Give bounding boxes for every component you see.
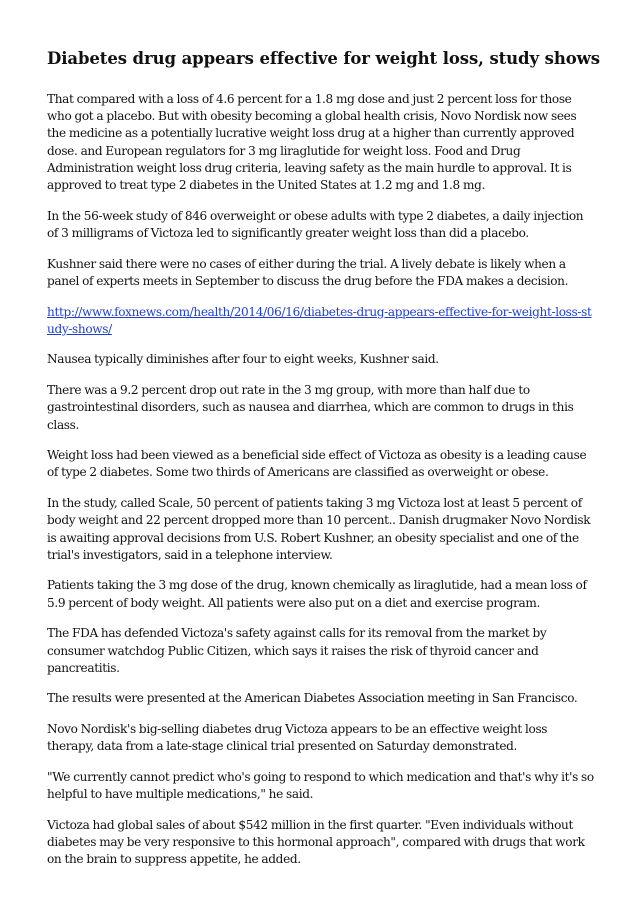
- paragraph-9: Patients taking the 3 mg dose of the drug, known chemically as liraglutide, had a mean loss of 5.9 percent of body weight. All patients were also put on a diet and exercise program.: [47, 578, 587, 610]
- paragraph-13: "We currently cannot predict who's going to respond to which medication and that's why it's so helpful to have multiple medications," he said.: [47, 770, 594, 802]
- paragraph-10: The FDA has defended Victoza's safety against calls for its removal from the market by consumer watchdog Public Citizen, which says it raises the risk of thyroid cancer and pancreatitis.: [47, 626, 547, 675]
- document-page: [47, 48, 600, 882]
- paragraph-8: In the study, called Scale, 50 percent of patients taking 3 mg Victoza lost at least 5 percent of body weight and 22 percent dropped more than 10 percent.. Danish drugmaker Novo Nordisk is awaiting approval decisions from U.S. Robert Kushner, an obesity specialist and one of the trial's investigators, said in a telephone interview.: [47, 496, 591, 562]
- paragraph-7: Weight loss had been viewed as a beneficial side effect of Victoza as obesity is a leading cause of type 2 diabetes. Some two thirds of Americans are classified as overweight or obese.: [47, 448, 587, 480]
- paragraph-5: Nausea typically diminishes after four to eight weeks, Kushner said.: [47, 352, 439, 367]
- paragraph-6: There was a 9.2 percent drop out rate in the 3 mg group, with more than half due to gastrointestinal disorders, such as nausea and diarrhea, which are common to drugs in this class.: [47, 383, 574, 432]
- paragraph-12: Novo Nordisk's big-selling diabetes drug Victoza appears to be an effective weight loss therapy, data from a late-stage clinical trial presented on Saturday demonstrated.: [47, 722, 548, 754]
- document-title: Diabetes drug appears effective for weight loss, study shows: [47, 49, 600, 68]
- paragraph-14: Victoza had global sales of about $542 million in the first quarter. "Even individuals without diabetes may be very responsive to this hormonal approach", compared with drugs that work on the brain to suppress appetite, he added.: [47, 818, 585, 867]
- paragraph-1: That compared with a loss of 4.6 percent for a 1.8 mg dose and just 2 percent loss for those who got a placebo. But with obesity becoming a global health crisis, Novo Nordisk now sees the medicine as a potentially lucrative weight loss drug at a higher than currently approved dose. and European regulators for 3 mg liraglutide for weight loss. Food and Drug Administration weight loss drug criteria, leaving safety as the main hurdle to approval. It is approved to treat type 2 diabetes in the United States at 1.2 mg and 1.8 mg.: [47, 92, 577, 193]
- source-link[interactable]: http://www.foxnews.com/health/2014/06/16/diabetes-drug-appears-effective-for-weight-loss-study-shows/: [47, 304, 592, 336]
- paragraph-3: Kushner said there were no cases of either during the trial. A lively debate is likely when a panel of experts meets in September to discuss the drug before the FDA makes a decision.: [47, 256, 569, 288]
- paragraph-11: The results were presented at the American Diabetes Association meeting in San Francisco.: [47, 691, 578, 706]
- paragraph-2: In the 56-week study of 846 overweight or obese adults with type 2 diabetes, a daily injection of 3 milligrams of Victoza led to significantly greater weight loss than did a placebo.: [47, 208, 584, 240]
- source-link-paragraph: [47, 304, 595, 338]
